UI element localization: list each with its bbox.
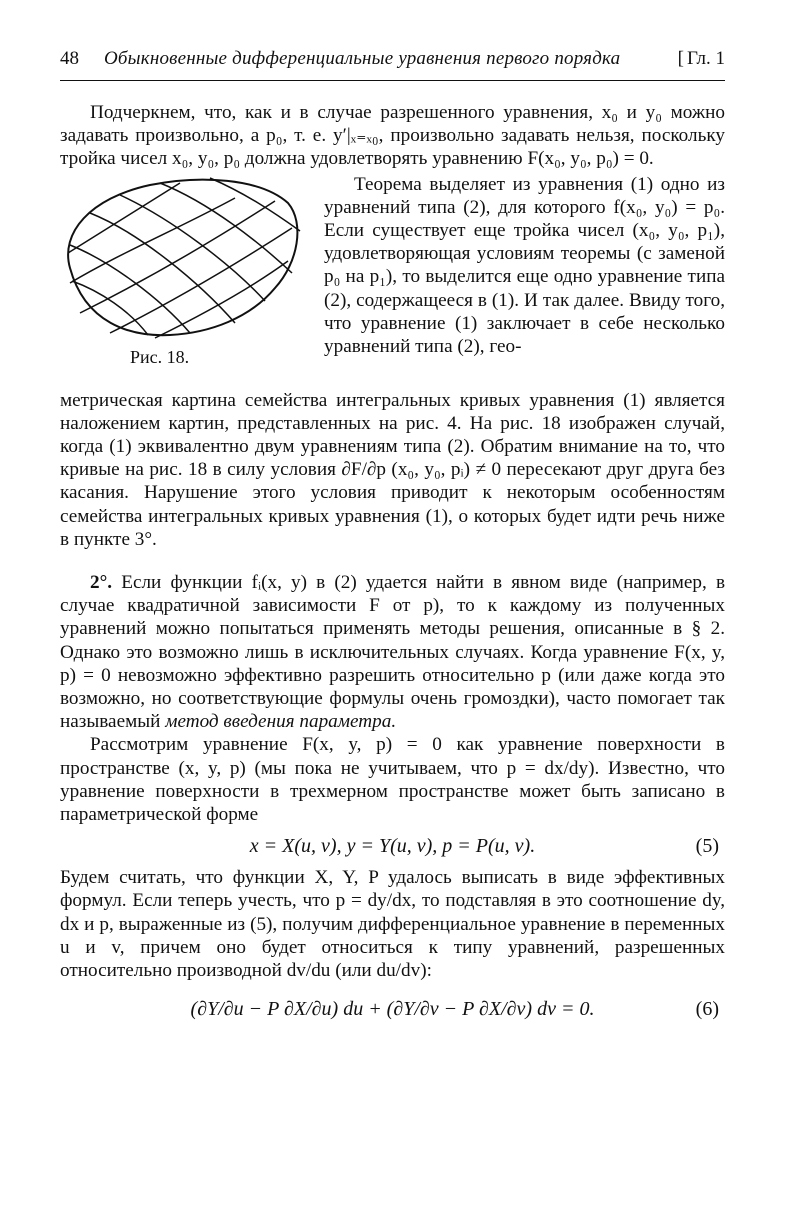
section-2-paragraph	[60, 571, 725, 733]
figure-18	[60, 173, 310, 389]
paragraph-1: Подчеркнем, что, как и в случае разрешенного уравнения, x₀ и y₀ можно задавать произвольно, а p₀, т. е. y′|ₓ₌ₓ₀, произвольно задавать нельзя, поскольку тройка чисел x₀, y₀, p₀ должна удовлетворять уравнению F(x₀, y₀, p₀) = 0.	[60, 102, 725, 170]
equation-6-number: (6)	[695, 997, 719, 1020]
paragraph-2-continued: метрическая картина семейства интегральных кривых уравнения (1) является наложением картин, представленных на рис. 4. На рис. 18 изображен случай, когда (1) эквивалентно двум уравнениям типа (2). Обратим внимание на то, что кривые на рис. 18 в силу условия ∂F/∂p (x₀, y₀, pᵢ) ≠ 0 пересекают друг друга без касания. Нарушение этого условия приводит к некоторым особенностям семейства интегральных кривых уравнения (1), о которых будет идти речь ниже в пункте 3°.	[60, 389, 725, 550]
page-number: 48	[60, 48, 79, 69]
section-2-text: Если функции fᵢ(x, y) в (2) удается найти в явном виде (например, в случае квадратичной зависимости F от p), то к каждому из полученных уравнений можно попытаться применять методы решения, описанные в § 2. Однако это возможно лишь в исключительных случаях. Когда уравнение F(x, y, p) = 0 невозможно эффективно разрешить относительно p (или даже когда это возможно, но соответствующие формулы очень громоздки), часто помогает так называемый	[60, 572, 725, 733]
equation-6-body: (∂Y/∂u − P ∂X/∂u) du + (∂Y/∂v − P ∂X/∂v) dv = 0.	[190, 997, 595, 1020]
figure-caption: Рис. 18.	[130, 346, 190, 367]
paragraph-4: Рассмотрим уравнение F(x, y, p) = 0 как уравнение поверхности в пространстве (x, y, p) (мы пока не учитываем, что p = dx/dy). Известно, что уравнение поверхности в трехмерном пространстве может быть записано в параметрической форме	[60, 734, 725, 826]
figure-block	[60, 173, 725, 389]
equation-5	[60, 826, 725, 866]
equation-5-body: x = X(u, v), y = Y(u, v), p = P(u, v).	[249, 834, 536, 857]
running-header	[60, 48, 725, 81]
paragraph-5: Будем считать, что функции X, Y, P удалось выписать в виде эффективных формул. Если теперь учесть, что p = dy/dx, то подставляя в это соотношение dy, dx и p, выраженные из (5), получим дифференциальное уравнение в переменных u и v, причем оно будет относиться к типу уравнений, разрешенных относительно производной dv/du (или du/dv):	[60, 867, 725, 982]
chapter-label: [ Гл. 1	[678, 48, 725, 70]
running-title: Обыкновенные дифференциальные уравнения первого порядка	[104, 48, 621, 69]
page	[60, 48, 725, 1036]
side-text	[324, 173, 725, 359]
section-number: 2°.	[90, 572, 113, 594]
integral-curves-diagram	[60, 173, 310, 348]
paragraph-2-side: Теорема выделяет из уравнения (1) одно из уравнений типа (2), для которого f(x₀, y₀) = p₀. Если существует еще тройка чисел (x₀, y₀, p₁), удовлетворяющая условиям теоремы (с заменой p₀ на p₁), то выделится еще одно уравнение типа (2), содержащееся в (1). И так далее. Ввиду того, что уравнение (1) заключает в себе несколько уравнений типа (2), гео-	[324, 173, 725, 358]
method-term: метод введения параметра.	[165, 711, 397, 733]
equation-5-number: (5)	[695, 834, 719, 857]
equation-6	[60, 982, 725, 1036]
